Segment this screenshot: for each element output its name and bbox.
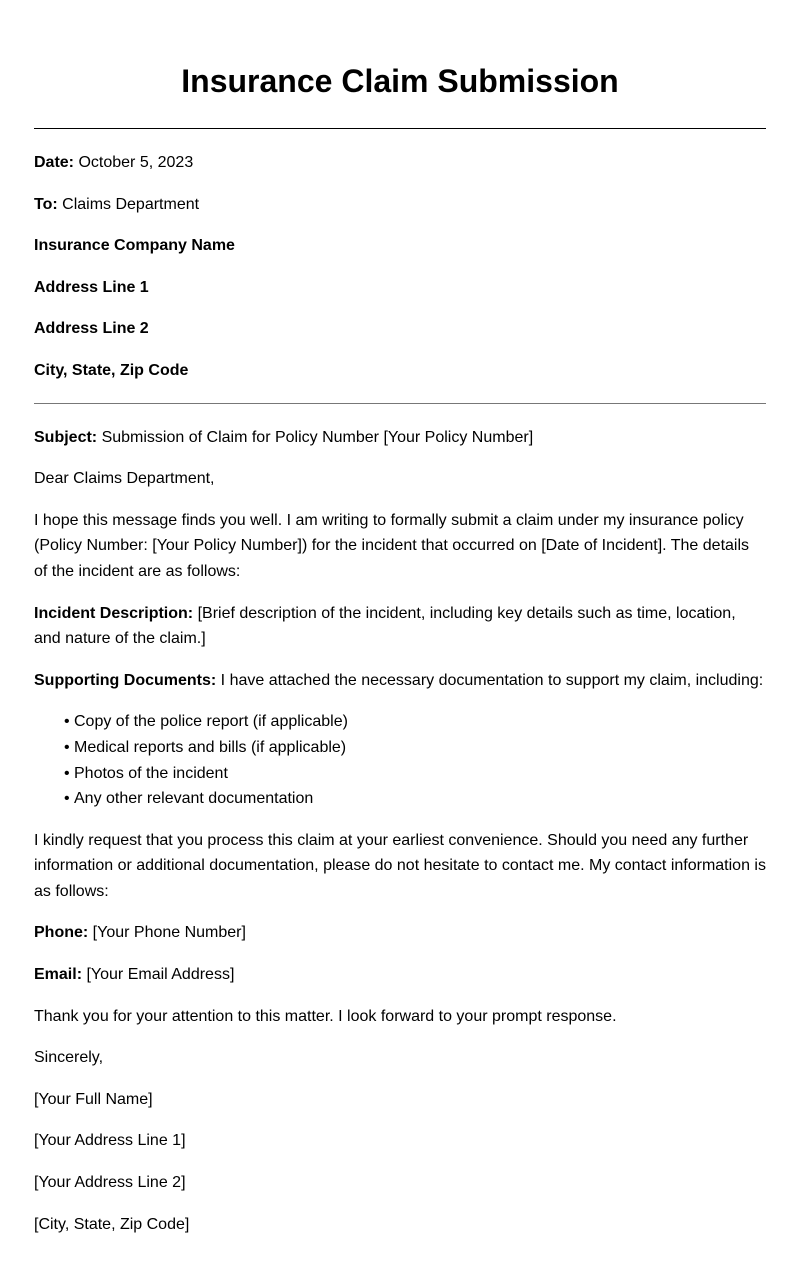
email-value: [Your Email Address] bbox=[86, 966, 235, 984]
phone-label: Phone: bbox=[34, 924, 89, 942]
documents-list bbox=[34, 709, 766, 811]
email-line bbox=[34, 962, 766, 988]
email-label: Email: bbox=[34, 966, 83, 984]
signature-address-line-1: [Your Address Line 1] bbox=[34, 1132, 186, 1150]
subject-label: Subject: bbox=[34, 428, 98, 446]
list-item: • Copy of the police report (if applicable) bbox=[64, 709, 766, 735]
closing: Sincerely, bbox=[34, 1049, 104, 1067]
incident-label: Incident Description: bbox=[34, 604, 194, 622]
signature-address-line-2: [Your Address Line 2] bbox=[34, 1174, 186, 1192]
date-line bbox=[34, 150, 766, 176]
incident-paragraph bbox=[34, 601, 766, 652]
list-item: • Photos of the incident bbox=[64, 761, 766, 787]
thanks-paragraph: Thank you for your attention to this matter. I look forward to your prompt response. bbox=[34, 1007, 617, 1025]
title-divider bbox=[34, 128, 766, 129]
list-item: • Any other relevant documentation bbox=[64, 786, 766, 812]
phone-line bbox=[34, 920, 766, 946]
salutation: Dear Claims Department, bbox=[34, 470, 215, 488]
intro-paragraph: I hope this message finds you well. I am writing to formally submit a claim under my insurance policy (Policy Number: [Your Policy Number]) for the incident that occurred on [Date of Incident]. The details of the incident are as follows: bbox=[34, 511, 750, 580]
company-address-line-2: Address Line 2 bbox=[34, 320, 149, 338]
subject-line bbox=[34, 425, 766, 451]
to-value: Claims Department bbox=[62, 195, 200, 213]
list-item: • Medical reports and bills (if applicable) bbox=[64, 735, 766, 761]
incident-value: [Brief description of the incident, including key details such as time, location, and nature of the claim.] bbox=[34, 604, 736, 648]
header-divider bbox=[34, 403, 766, 404]
phone-value: [Your Phone Number] bbox=[92, 924, 246, 942]
date-label: Date: bbox=[34, 154, 75, 171]
to-label: To: bbox=[34, 195, 58, 213]
company-name: Insurance Company Name bbox=[34, 237, 235, 255]
to-line bbox=[34, 192, 766, 218]
date-value: October 5, 2023 bbox=[78, 154, 194, 171]
company-city-state-zip: City, State, Zip Code bbox=[34, 361, 189, 379]
documents-label: Supporting Documents: bbox=[34, 671, 217, 689]
signature-name: [Your Full Name] bbox=[34, 1090, 153, 1108]
company-address-line-1: Address Line 1 bbox=[34, 278, 149, 296]
subject-value: Submission of Claim for Policy Number [Your Policy Number] bbox=[101, 428, 534, 446]
documents-value: I have attached the necessary documentation to support my claim, including: bbox=[220, 671, 764, 689]
documents-paragraph bbox=[34, 668, 766, 694]
signature-city-state-zip: [City, State, Zip Code] bbox=[34, 1215, 190, 1233]
request-paragraph: I kindly request that you process this claim at your earliest convenience. Should you need any further information or additional documentation, please do not hesitate to contact me. My contact information is as follows: bbox=[34, 831, 766, 900]
page-title: Insurance Claim Submission bbox=[181, 63, 619, 99]
